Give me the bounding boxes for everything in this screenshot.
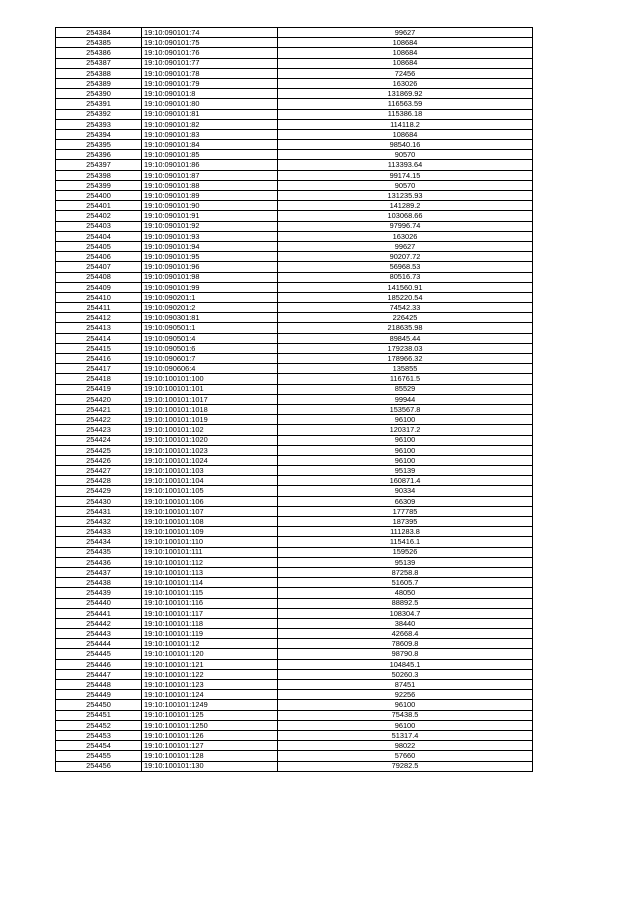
table-row	[56, 313, 533, 323]
row-number-cell: 254387	[56, 58, 142, 68]
table-row	[56, 496, 533, 506]
cadastral-number-cell: 19:10:090101:85	[142, 150, 278, 160]
row-number-cell: 254409	[56, 282, 142, 292]
row-number-cell: 254448	[56, 680, 142, 690]
value-cell: 96100	[278, 700, 533, 710]
value-cell: 80516.73	[278, 272, 533, 282]
value-cell: 116563.59	[278, 99, 533, 109]
table-row	[56, 109, 533, 119]
table-row	[56, 354, 533, 364]
cadastral-number-cell: 19:10:100101:1019	[142, 415, 278, 425]
cadastral-number-cell: 19:10:100101:123	[142, 680, 278, 690]
cadastral-number-cell: 19:10:090201:2	[142, 303, 278, 313]
value-cell: 163026	[278, 231, 533, 241]
value-cell: 99627	[278, 28, 533, 38]
cadastral-number-cell: 19:10:090101:90	[142, 201, 278, 211]
row-number-cell: 254440	[56, 598, 142, 608]
row-number-cell: 254398	[56, 170, 142, 180]
row-number-cell: 254443	[56, 629, 142, 639]
cadastral-number-cell: 19:10:100101:122	[142, 669, 278, 679]
cadastral-number-cell: 19:10:090101:83	[142, 129, 278, 139]
value-cell: 98022	[278, 741, 533, 751]
value-cell: 103068.66	[278, 211, 533, 221]
table-row	[56, 680, 533, 690]
row-number-cell: 254402	[56, 211, 142, 221]
cadastral-number-cell: 19:10:100101:115	[142, 588, 278, 598]
row-number-cell: 254397	[56, 160, 142, 170]
row-number-cell: 254445	[56, 649, 142, 659]
row-number-cell: 254410	[56, 292, 142, 302]
row-number-cell: 254438	[56, 578, 142, 588]
table-row	[56, 68, 533, 78]
cadastral-number-cell: 19:10:090101:80	[142, 99, 278, 109]
table-row	[56, 211, 533, 221]
value-cell: 78609.8	[278, 639, 533, 649]
cadastral-number-cell: 19:10:090101:75	[142, 38, 278, 48]
cadastral-number-cell: 19:10:100101:120	[142, 649, 278, 659]
cadastral-number-cell: 19:10:100101:12	[142, 639, 278, 649]
table-row	[56, 28, 533, 38]
table-row	[56, 547, 533, 557]
table-row	[56, 527, 533, 537]
cadastral-number-cell: 19:10:090301:81	[142, 313, 278, 323]
row-number-cell: 254403	[56, 221, 142, 231]
row-number-cell: 254451	[56, 710, 142, 720]
row-number-cell: 254395	[56, 140, 142, 150]
table-row	[56, 598, 533, 608]
row-number-cell: 254411	[56, 303, 142, 313]
row-number-cell: 254444	[56, 639, 142, 649]
table-row	[56, 517, 533, 527]
value-cell: 74542.33	[278, 303, 533, 313]
table-row	[56, 129, 533, 139]
table-row	[56, 537, 533, 547]
row-number-cell: 254447	[56, 669, 142, 679]
value-cell: 51605.7	[278, 578, 533, 588]
value-cell: 99627	[278, 241, 533, 251]
value-cell: 163026	[278, 78, 533, 88]
value-cell: 66309	[278, 496, 533, 506]
row-number-cell: 254446	[56, 659, 142, 669]
value-cell: 87258.8	[278, 567, 533, 577]
row-number-cell: 254422	[56, 415, 142, 425]
value-cell: 179238.03	[278, 343, 533, 353]
row-number-cell: 254423	[56, 425, 142, 435]
table-row	[56, 58, 533, 68]
table-row	[56, 323, 533, 333]
cadastral-number-cell: 19:10:100101:118	[142, 618, 278, 628]
table-row	[56, 150, 533, 160]
value-cell: 96100	[278, 415, 533, 425]
value-cell: 226425	[278, 313, 533, 323]
cadastral-number-cell: 19:10:090501:1	[142, 323, 278, 333]
table-row	[56, 231, 533, 241]
row-number-cell: 254396	[56, 150, 142, 160]
table-row	[56, 486, 533, 496]
row-number-cell: 254433	[56, 527, 142, 537]
cadastral-number-cell: 19:10:090101:74	[142, 28, 278, 38]
value-cell: 111283.8	[278, 527, 533, 537]
cadastral-number-cell: 19:10:100101:100	[142, 374, 278, 384]
row-number-cell: 254436	[56, 557, 142, 567]
table-row	[56, 751, 533, 761]
cadastral-number-cell: 19:10:100101:107	[142, 506, 278, 516]
row-number-cell: 254386	[56, 48, 142, 58]
cadastral-number-cell: 19:10:090101:93	[142, 231, 278, 241]
value-cell: 97996.74	[278, 221, 533, 231]
value-cell: 115386.18	[278, 109, 533, 119]
value-cell: 90334	[278, 486, 533, 496]
table-row	[56, 292, 533, 302]
cadastral-number-cell: 19:10:100101:128	[142, 751, 278, 761]
value-cell: 85529	[278, 384, 533, 394]
cadastral-number-cell: 19:10:100101:101	[142, 384, 278, 394]
row-number-cell: 254390	[56, 89, 142, 99]
value-cell: 75438.5	[278, 710, 533, 720]
cadastral-number-cell: 19:10:100101:109	[142, 527, 278, 537]
table-row	[56, 466, 533, 476]
value-cell: 96100	[278, 720, 533, 730]
row-number-cell: 254408	[56, 272, 142, 282]
cadastral-number-cell: 19:10:100101:108	[142, 517, 278, 527]
table-row	[56, 741, 533, 751]
cadastral-number-cell: 19:10:100101:1018	[142, 404, 278, 414]
value-cell: 116761.5	[278, 374, 533, 384]
row-number-cell: 254424	[56, 435, 142, 445]
value-cell: 104845.1	[278, 659, 533, 669]
row-number-cell: 254400	[56, 191, 142, 201]
table-row	[56, 48, 533, 58]
value-cell: 160871.4	[278, 476, 533, 486]
cadastral-number-cell: 19:10:100101:104	[142, 476, 278, 486]
row-number-cell: 254420	[56, 394, 142, 404]
cadastral-number-cell: 19:10:100101:114	[142, 578, 278, 588]
cadastral-number-cell: 19:10:090201:1	[142, 292, 278, 302]
value-cell: 114118.2	[278, 119, 533, 129]
cadastral-number-cell: 19:10:090601:7	[142, 354, 278, 364]
row-number-cell: 254417	[56, 364, 142, 374]
cadastral-number-cell: 19:10:100101:105	[142, 486, 278, 496]
cadastral-number-cell: 19:10:090101:79	[142, 78, 278, 88]
value-cell: 95139	[278, 466, 533, 476]
table-row	[56, 649, 533, 659]
row-number-cell: 254427	[56, 466, 142, 476]
value-cell: 108684	[278, 58, 533, 68]
value-cell: 108684	[278, 38, 533, 48]
row-number-cell: 254453	[56, 730, 142, 740]
value-cell: 185220.54	[278, 292, 533, 302]
cadastral-number-cell: 19:10:090101:78	[142, 68, 278, 78]
row-number-cell: 254385	[56, 38, 142, 48]
cadastral-number-cell: 19:10:100101:110	[142, 537, 278, 547]
cadastral-number-cell: 19:10:090101:99	[142, 282, 278, 292]
row-number-cell: 254416	[56, 354, 142, 364]
value-cell: 98790.8	[278, 649, 533, 659]
table-row	[56, 394, 533, 404]
row-number-cell: 254399	[56, 180, 142, 190]
value-cell: 131869.92	[278, 89, 533, 99]
value-cell: 135855	[278, 364, 533, 374]
table-row	[56, 761, 533, 771]
cadastral-number-cell: 19:10:090101:77	[142, 58, 278, 68]
cadastral-number-cell: 19:10:100101:127	[142, 741, 278, 751]
cadastral-number-cell: 19:10:090101:87	[142, 170, 278, 180]
value-cell: 108684	[278, 129, 533, 139]
table-row	[56, 282, 533, 292]
cadastral-number-cell: 19:10:100101:1249	[142, 700, 278, 710]
value-cell: 131235.93	[278, 191, 533, 201]
row-number-cell: 254432	[56, 517, 142, 527]
table-row	[56, 180, 533, 190]
table-row	[56, 78, 533, 88]
table-row	[56, 506, 533, 516]
table-row	[56, 272, 533, 282]
value-cell: 120317.2	[278, 425, 533, 435]
cadastral-number-cell: 19:10:090101:94	[142, 241, 278, 251]
table-row	[56, 384, 533, 394]
table-row	[56, 720, 533, 730]
row-number-cell: 254407	[56, 262, 142, 272]
value-cell: 38440	[278, 618, 533, 628]
cadastral-number-cell: 19:10:090101:88	[142, 180, 278, 190]
cadastral-number-cell: 19:10:090101:92	[142, 221, 278, 231]
value-cell: 159526	[278, 547, 533, 557]
cadastral-number-cell: 19:10:090101:98	[142, 272, 278, 282]
value-cell: 72456	[278, 68, 533, 78]
table-row	[56, 618, 533, 628]
row-number-cell: 254449	[56, 690, 142, 700]
cadastral-number-cell: 19:10:100101:125	[142, 710, 278, 720]
table-row	[56, 730, 533, 740]
value-cell: 50260.3	[278, 669, 533, 679]
cadastral-number-cell: 19:10:100101:117	[142, 608, 278, 618]
table-row	[56, 160, 533, 170]
row-number-cell: 254404	[56, 231, 142, 241]
cadastral-number-cell: 19:10:100101:1024	[142, 455, 278, 465]
row-number-cell: 254413	[56, 323, 142, 333]
data-table	[55, 27, 533, 772]
row-number-cell: 254392	[56, 109, 142, 119]
cadastral-number-cell: 19:10:100101:106	[142, 496, 278, 506]
row-number-cell: 254442	[56, 618, 142, 628]
row-number-cell: 254391	[56, 99, 142, 109]
row-number-cell: 254425	[56, 445, 142, 455]
table-row	[56, 710, 533, 720]
cadastral-number-cell: 19:10:100101:126	[142, 730, 278, 740]
cadastral-number-cell: 19:10:100101:102	[142, 425, 278, 435]
table-row	[56, 659, 533, 669]
value-cell: 187395	[278, 517, 533, 527]
table-row	[56, 333, 533, 343]
value-cell: 141289.2	[278, 201, 533, 211]
value-cell: 48050	[278, 588, 533, 598]
row-number-cell: 254434	[56, 537, 142, 547]
row-number-cell: 254437	[56, 567, 142, 577]
table-row	[56, 262, 533, 272]
table-row	[56, 89, 533, 99]
cadastral-number-cell: 19:10:090501:6	[142, 343, 278, 353]
value-cell: 87451	[278, 680, 533, 690]
table-row	[56, 99, 533, 109]
table-row	[56, 557, 533, 567]
cadastral-number-cell: 19:10:100101:1017	[142, 394, 278, 404]
row-number-cell: 254412	[56, 313, 142, 323]
cadastral-number-cell: 19:10:090101:84	[142, 140, 278, 150]
value-cell: 99944	[278, 394, 533, 404]
value-cell: 42668.4	[278, 629, 533, 639]
value-cell: 89845.44	[278, 333, 533, 343]
value-cell: 96100	[278, 445, 533, 455]
table-row	[56, 639, 533, 649]
cadastral-number-cell: 19:10:100101:112	[142, 557, 278, 567]
table-row	[56, 170, 533, 180]
row-number-cell: 254428	[56, 476, 142, 486]
table-row	[56, 435, 533, 445]
row-number-cell: 254435	[56, 547, 142, 557]
row-number-cell: 254384	[56, 28, 142, 38]
row-number-cell: 254394	[56, 129, 142, 139]
row-number-cell: 254450	[56, 700, 142, 710]
value-cell: 108304.7	[278, 608, 533, 618]
table-row	[56, 191, 533, 201]
value-cell: 95139	[278, 557, 533, 567]
table-row	[56, 364, 533, 374]
cadastral-number-cell: 19:10:090606:4	[142, 364, 278, 374]
cadastral-number-cell: 19:10:090101:76	[142, 48, 278, 58]
table-row	[56, 241, 533, 251]
cadastral-number-cell: 19:10:090101:91	[142, 211, 278, 221]
row-number-cell: 254418	[56, 374, 142, 384]
table-row	[56, 38, 533, 48]
row-number-cell: 254421	[56, 404, 142, 414]
value-cell: 92256	[278, 690, 533, 700]
row-number-cell: 254393	[56, 119, 142, 129]
value-cell: 115416.1	[278, 537, 533, 547]
row-number-cell: 254452	[56, 720, 142, 730]
row-number-cell: 254389	[56, 78, 142, 88]
cadastral-number-cell: 19:10:100101:103	[142, 466, 278, 476]
table-row	[56, 374, 533, 384]
table-row	[56, 669, 533, 679]
cadastral-number-cell: 19:10:100101:1023	[142, 445, 278, 455]
row-number-cell: 254455	[56, 751, 142, 761]
value-cell: 96100	[278, 435, 533, 445]
table-row	[56, 425, 533, 435]
table-row	[56, 343, 533, 353]
cadastral-number-cell: 19:10:100101:1020	[142, 435, 278, 445]
table-row	[56, 578, 533, 588]
cadastral-number-cell: 19:10:090101:96	[142, 262, 278, 272]
row-number-cell: 254401	[56, 201, 142, 211]
value-cell: 96100	[278, 455, 533, 465]
table-row	[56, 404, 533, 414]
cadastral-number-cell: 19:10:100101:113	[142, 567, 278, 577]
cadastral-number-cell: 19:10:090101:95	[142, 252, 278, 262]
cadastral-number-cell: 19:10:100101:130	[142, 761, 278, 771]
value-cell: 90570	[278, 150, 533, 160]
table-row	[56, 455, 533, 465]
value-cell: 153567.8	[278, 404, 533, 414]
value-cell: 108684	[278, 48, 533, 58]
table-row	[56, 588, 533, 598]
row-number-cell: 254456	[56, 761, 142, 771]
cadastral-number-cell: 19:10:100101:121	[142, 659, 278, 669]
row-number-cell: 254414	[56, 333, 142, 343]
cadastral-number-cell: 19:10:090101:81	[142, 109, 278, 119]
cadastral-number-cell: 19:10:090501:4	[142, 333, 278, 343]
row-number-cell: 254454	[56, 741, 142, 751]
value-cell: 141560.91	[278, 282, 533, 292]
cadastral-number-cell: 19:10:090101:86	[142, 160, 278, 170]
row-number-cell: 254406	[56, 252, 142, 262]
table-row	[56, 140, 533, 150]
row-number-cell: 254415	[56, 343, 142, 353]
row-number-cell: 254429	[56, 486, 142, 496]
table-row	[56, 201, 533, 211]
value-cell: 51317.4	[278, 730, 533, 740]
cadastral-number-cell: 19:10:100101:116	[142, 598, 278, 608]
table-row	[56, 700, 533, 710]
row-number-cell: 254419	[56, 384, 142, 394]
row-number-cell: 254431	[56, 506, 142, 516]
cadastral-number-cell: 19:10:090101:82	[142, 119, 278, 129]
table-row	[56, 252, 533, 262]
cadastral-number-cell: 19:10:100101:111	[142, 547, 278, 557]
table-body	[56, 28, 533, 772]
table-row	[56, 476, 533, 486]
value-cell: 98540.16	[278, 140, 533, 150]
value-cell: 177785	[278, 506, 533, 516]
row-number-cell: 254441	[56, 608, 142, 618]
table-row	[56, 119, 533, 129]
value-cell: 90207.72	[278, 252, 533, 262]
value-cell: 113393.64	[278, 160, 533, 170]
cadastral-number-cell: 19:10:100101:119	[142, 629, 278, 639]
table-row	[56, 690, 533, 700]
table-row	[56, 608, 533, 618]
cadastral-number-cell: 19:10:090101:89	[142, 191, 278, 201]
row-number-cell: 254430	[56, 496, 142, 506]
cadastral-number-cell: 19:10:090101:8	[142, 89, 278, 99]
value-cell: 90570	[278, 180, 533, 190]
row-number-cell: 254426	[56, 455, 142, 465]
value-cell: 88892.5	[278, 598, 533, 608]
value-cell: 99174.15	[278, 170, 533, 180]
value-cell: 178966.32	[278, 354, 533, 364]
table-row	[56, 445, 533, 455]
cadastral-number-cell: 19:10:100101:1250	[142, 720, 278, 730]
row-number-cell: 254405	[56, 241, 142, 251]
cadastral-number-cell: 19:10:100101:124	[142, 690, 278, 700]
table-row	[56, 221, 533, 231]
value-cell: 57660	[278, 751, 533, 761]
value-cell: 79282.5	[278, 761, 533, 771]
table-row	[56, 629, 533, 639]
value-cell: 56968.53	[278, 262, 533, 272]
table-row	[56, 415, 533, 425]
table-row	[56, 303, 533, 313]
table-row	[56, 567, 533, 577]
value-cell: 218635.98	[278, 323, 533, 333]
row-number-cell: 254439	[56, 588, 142, 598]
row-number-cell: 254388	[56, 68, 142, 78]
